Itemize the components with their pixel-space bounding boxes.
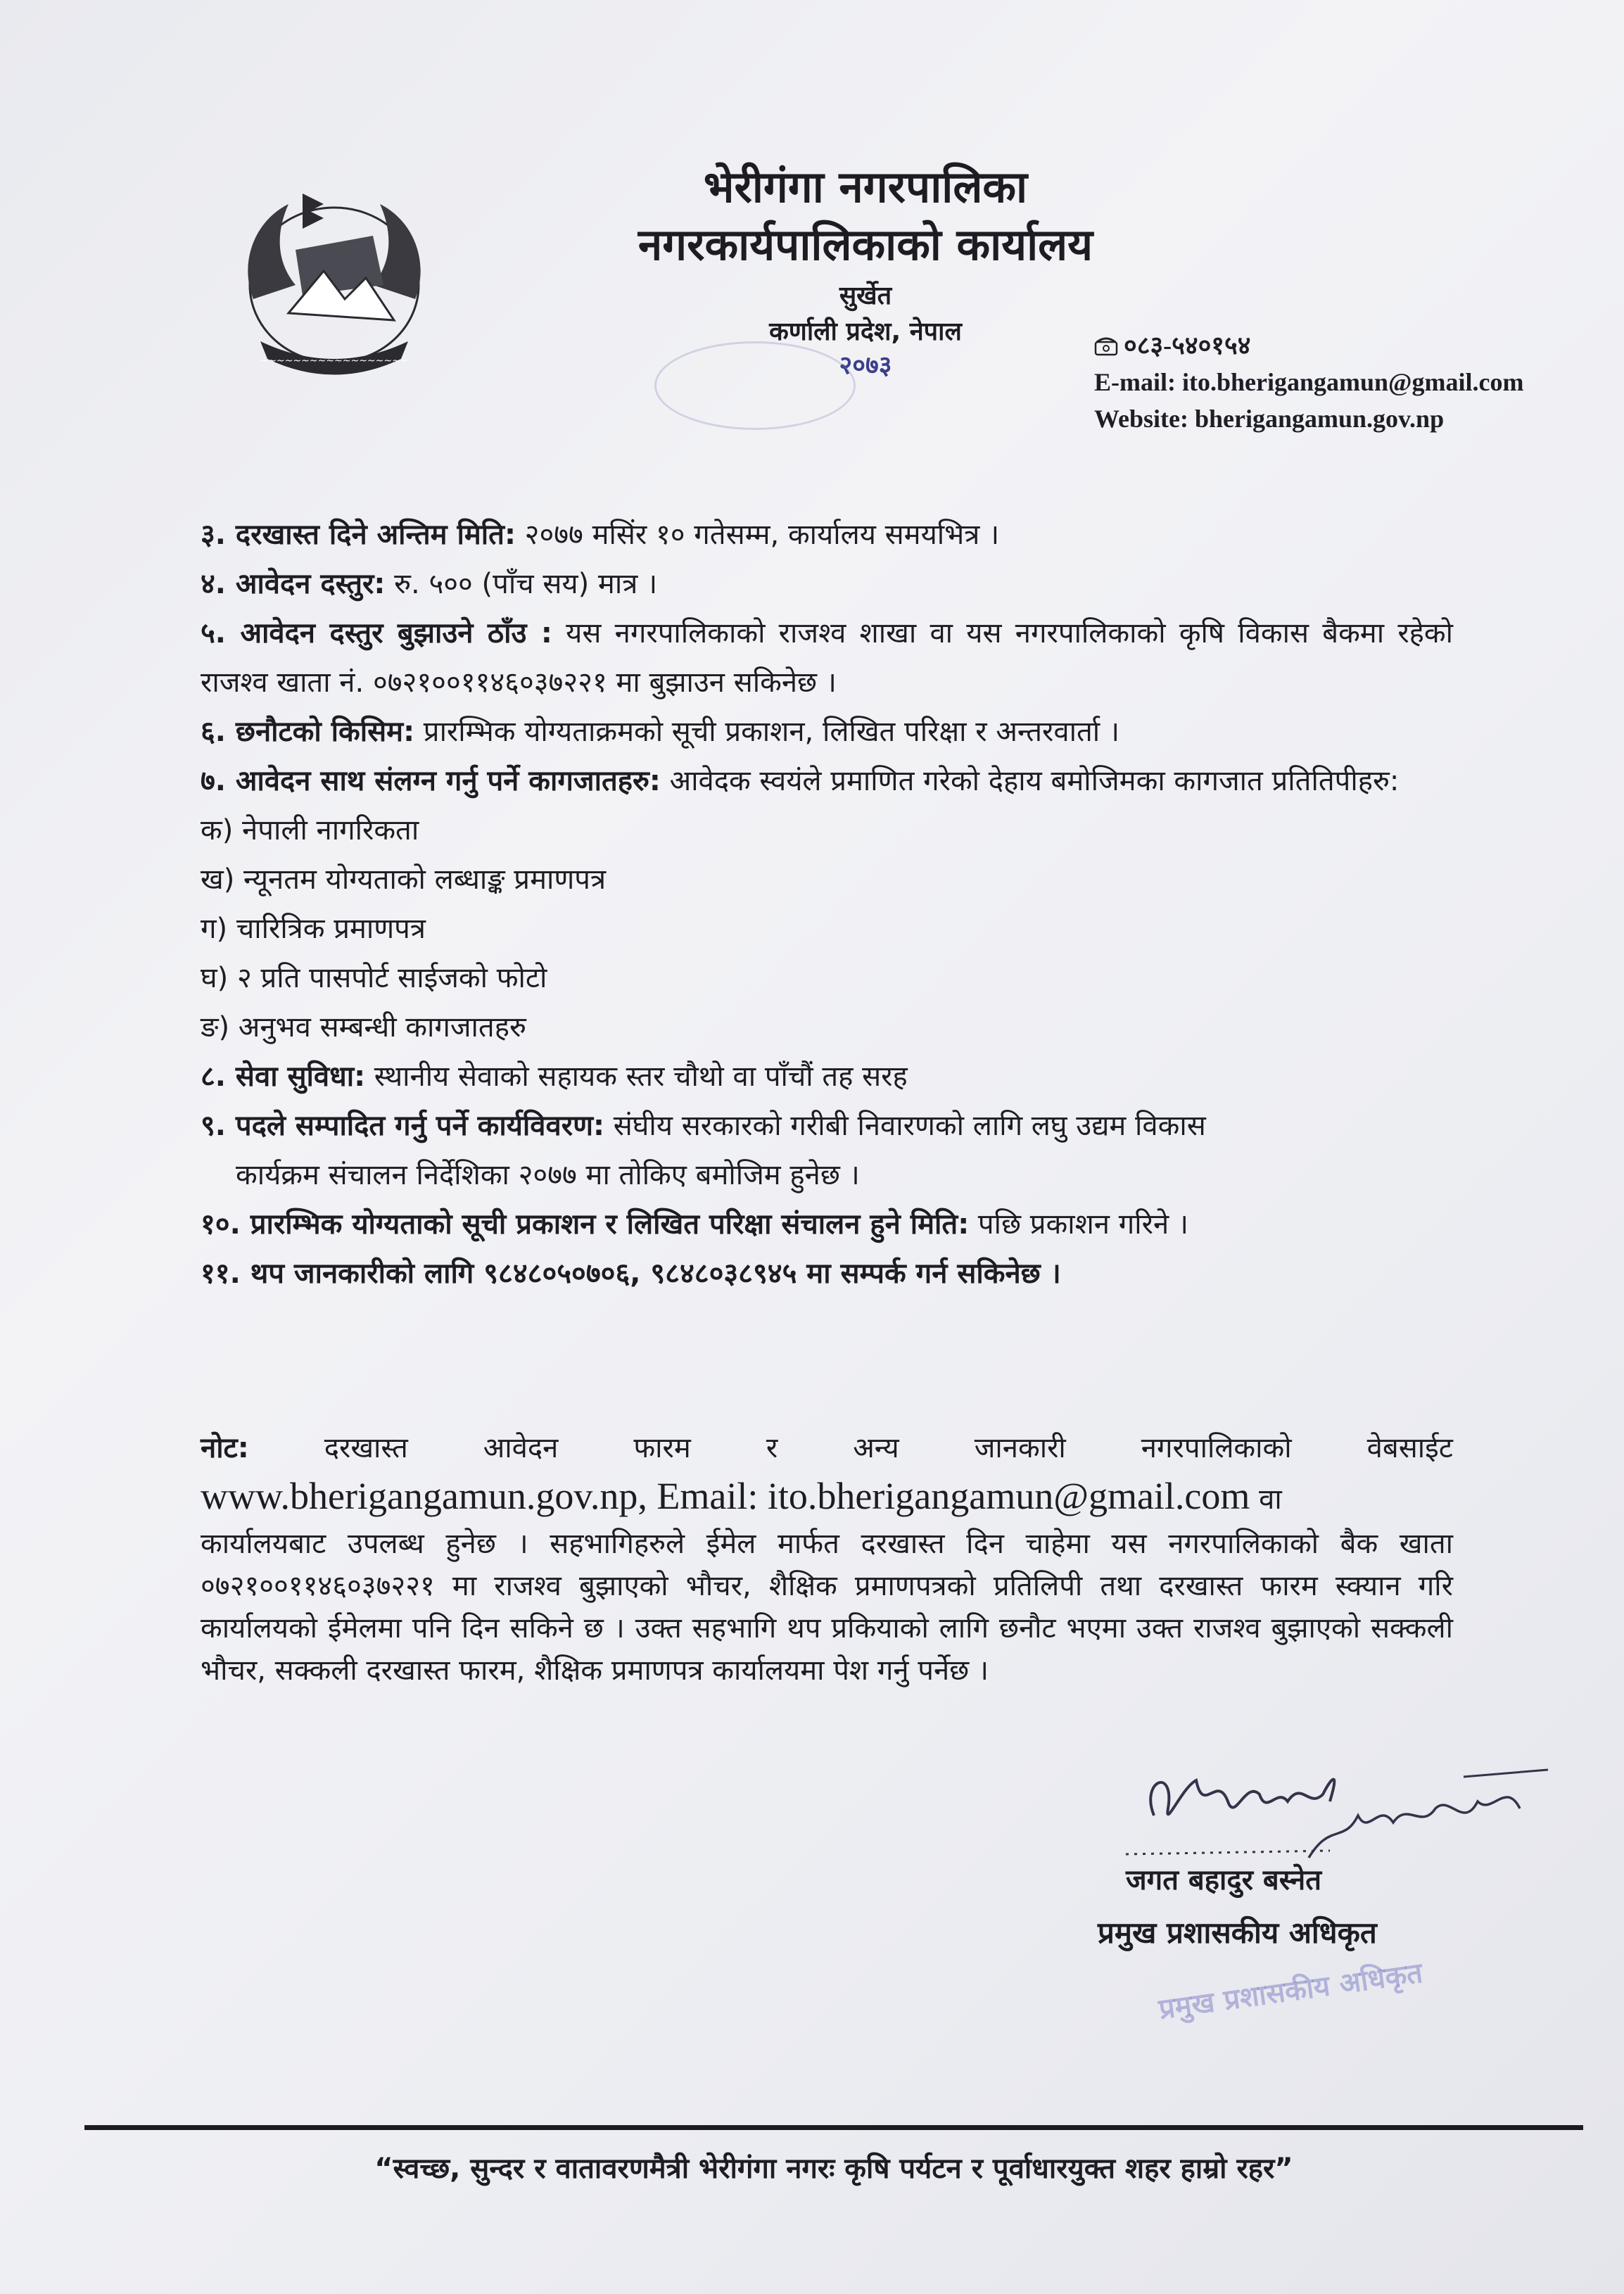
- contact-block: [1094, 327, 1523, 437]
- website-line: Website: bherigangamun.gov.np: [1094, 405, 1445, 433]
- item-9: [201, 1101, 1453, 1151]
- province: कर्णाली प्रदेश, नेपाल: [769, 317, 962, 346]
- item-8: [201, 1052, 1453, 1101]
- item-9-text: संघीय सरकारको गरीबी निवारणको लागि लघु उद्यम विकास: [604, 1110, 1206, 1142]
- note-word: वेबसाईट: [1366, 1432, 1453, 1464]
- note-section: [201, 1427, 1453, 1692]
- doc-item: ख) न्यूनतम योग्यताको लब्धाङ्क प्रमाणपत्र: [201, 863, 607, 896]
- item-7-text: आवेदक स्वयंले प्रमाणित गरेको देहाय बमोजिमका कागजात प्रतितिपीहरु:: [660, 765, 1400, 797]
- item-4-text: रु. ५०० (पाँच सय) मात्र ।: [385, 568, 658, 600]
- municipality-name: भेरीगंगा नगरपालिका: [703, 161, 1028, 213]
- doc-item: घ) २ प्रति पासपोर्ट साईजको फोटो: [201, 962, 547, 994]
- item-8-label: ८. सेवा सुविधा:: [201, 1060, 366, 1093]
- note-word: फारम: [633, 1432, 691, 1464]
- doc-item: क) नेपाली नागरिकता: [201, 814, 419, 847]
- signer-designation: प्रमुख प्रशासकीय अधिकृत: [1098, 1915, 1377, 1950]
- faint-stamp: [654, 341, 856, 430]
- note-word: नगरपालिकाको: [1141, 1432, 1292, 1464]
- item-6-label: ६. छनौटको किसिम:: [201, 716, 415, 748]
- phone-number: ०८३-५४०१५४: [1124, 331, 1251, 360]
- footer-divider: [84, 2125, 1583, 2130]
- doc-item: ङ) अनुभव सम्बन्धी कागजातहरु: [201, 1011, 526, 1044]
- note-word: जानकारी: [974, 1432, 1066, 1464]
- note-rest: कार्यालयबाट उपलब्ध हुनेछ । सहभागिहरुले ईमेल मार्फत दरखास्त दिन चाहेमा यस नगरपालिकाको बैक खाता ०७२१००११४६०३७२२१ मा राजश्व बुझाएको भौचर, शैक्षिक प्रमाणपत्रको प्रतिलिपी तथा दरखास्त फारम स्क्यान गरि कार्यालयको ईमेलमा पनि दिन सकिने छ । उक्त सहभागि थप प्रकियाको लागि छनौट भएमा उक्त राजश्व बुझाएको सक्कली भौचर, सक्कली दरखास्त फारम, शैक्षिक प्रमाणपत्र कार्यालयमा पेश गर्नु पर्नेछ ।: [201, 1528, 1453, 1687]
- note-word: अन्य: [853, 1432, 899, 1464]
- item-7-label: ७. आवेदन साथ संलग्न गर्नु पर्ने कागजातहरु:: [201, 765, 661, 797]
- item-3: [201, 510, 1453, 559]
- item-6: [201, 707, 1453, 756]
- item-9-continued: कार्यक्रम संचालन निर्देशिका २०७७ मा तोकिए बमोजिम हुनेछ ।: [236, 1159, 860, 1191]
- note-word: र: [766, 1432, 778, 1464]
- item-8-text: स्थानीय सेवाको सहायक स्तर चौथो वा पाँचौं तह सरह: [365, 1060, 908, 1093]
- note-first-line: [201, 1427, 1453, 1469]
- item-9-label: ९. पदले सम्पादित गर्नु पर्ने कार्यविवरण:: [201, 1110, 605, 1142]
- note-website-email: www.bherigangamun.gov.np, Email: ito.bherigangamun@gmail.com: [201, 1475, 1250, 1517]
- item-11: ११. थप जानकारीको लागि ९८४८०५०७०६, ९८४८०३८९४५ मा सम्पर्क गर्न सकिनेछ ।: [201, 1257, 1061, 1290]
- item-6-text: प्रारम्भिक योग्यताक्रमको सूची प्रकाशन, लिखित परिक्षा र अन्तरवार्ता ।: [414, 716, 1120, 748]
- notice-body: [201, 510, 1453, 1298]
- office-name: नगरकार्यपालिकाको कार्यालय: [637, 219, 1093, 270]
- district: सुर्खेत: [839, 281, 892, 310]
- footer-slogan: “स्वच्छ, सुन्दर र वातावरणमैत्री भेरीगंगा नगरः कृषि पर्यटन र पूर्वाधारयुक्त शहर हाम्रो रहर”: [374, 2153, 1293, 2185]
- official-seal: प्रमुख प्रशासकीय अधिकृत: [1156, 1956, 1425, 2027]
- note-site-line: [201, 1469, 1453, 1523]
- item-5-label: ५. आवेदन दस्तुर बुझाउने ठाँउ :: [201, 617, 552, 649]
- item-10-label: १०. प्रारम्भिक योग्यताको सूची प्रकाशन र लिखित परिक्षा संचालन हुने मिति:: [201, 1208, 970, 1241]
- government-emblem-icon: [211, 179, 457, 384]
- item-4: [201, 559, 1453, 609]
- item-5: [201, 609, 1453, 707]
- item-3-label: ३. दरखास्त दिने अन्तिम मिति:: [201, 519, 516, 551]
- established-year: २०७३: [839, 351, 892, 380]
- item-10-text: पछि प्रकाशन गरिने ।: [969, 1208, 1189, 1241]
- item-7: [201, 756, 1453, 806]
- note-word: आवेदन: [483, 1432, 559, 1464]
- note-label: नोट:: [201, 1432, 249, 1464]
- item-3-text: २०७७ मसिंर १० गतेसम्म, कार्यालय समयभित्र ।: [515, 519, 1000, 551]
- note-site-tail: वा: [1250, 1483, 1282, 1516]
- doc-item: ग) चारित्रिक प्रमाणपत्र: [201, 913, 426, 945]
- phone-icon: [1094, 335, 1118, 356]
- svg-text:~~~~~~~~~~~~~~~~~~: ~~~~~~~~~~~~~~~~~~: [260, 355, 409, 367]
- item-4-label: ४. आवेदन दस्तुर:: [201, 568, 386, 600]
- note-word: दरखास्त: [324, 1432, 408, 1464]
- email-line: E-mail: ito.bherigangamun@gmail.com: [1094, 368, 1524, 396]
- signer-name: जगत बहादुर बस्नेत: [1126, 1864, 1322, 1896]
- item-10: [201, 1200, 1453, 1249]
- item-5-text: यस नगरपालिकाको राजश्व शाखा वा यस नगरपालिकाको कृषि विकास बैकमा रहेको राजश्व खाता नं. ०७२१००११४६०३७२२१ मा बुझाउन सकिनेछ ।: [201, 617, 1453, 699]
